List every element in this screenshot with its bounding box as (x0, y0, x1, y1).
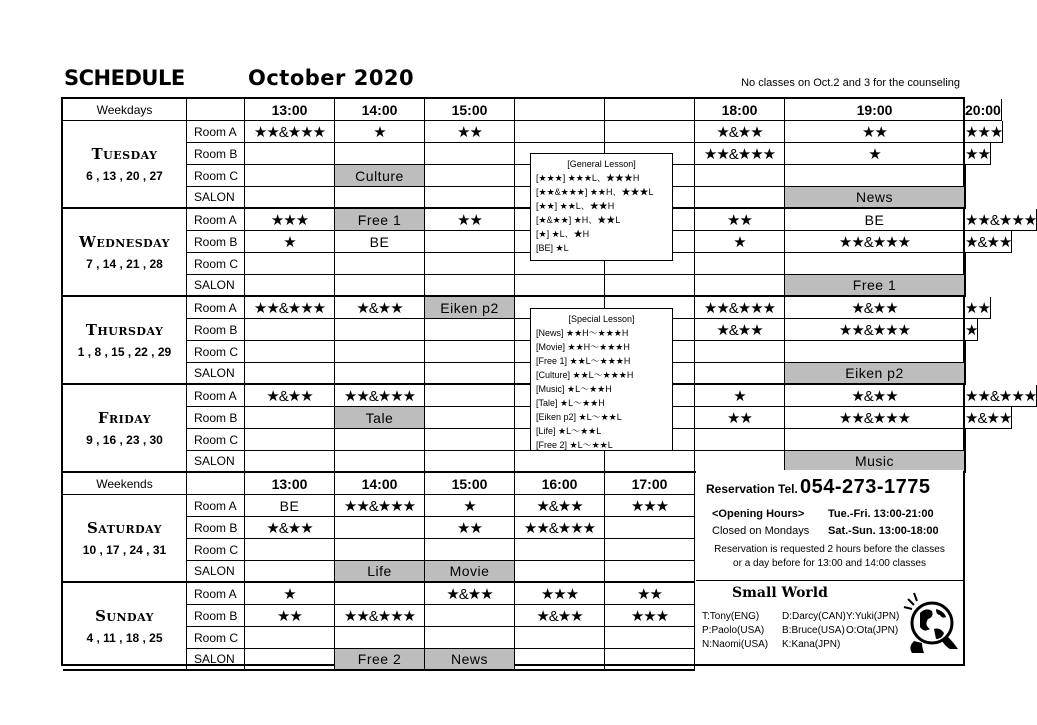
slot-cell[interactable]: ★★★ (605, 605, 695, 627)
slot-cell[interactable] (605, 561, 695, 583)
legend-line: [★★★] ★★★L、★★★H (536, 173, 640, 183)
page-title: SCHEDULE (64, 66, 185, 90)
general-lesson-legend (530, 153, 673, 261)
teacher-entry: K:Kana(JPN) (782, 639, 841, 650)
slot-cell[interactable]: BE (785, 209, 965, 231)
weekdays-room-header (187, 99, 245, 121)
special-lesson-legend (530, 308, 673, 451)
slot-cell[interactable]: ★ (425, 495, 515, 517)
room-label: Room A (187, 209, 245, 231)
time-header: 15:00 (425, 473, 515, 495)
special-lesson-title: [Special Lesson] (568, 314, 635, 324)
room-label: SALON (187, 451, 245, 473)
reservation-phone[interactable]: 054-273-1775 (800, 476, 931, 498)
slot-cell[interactable]: ★ (695, 231, 785, 253)
slot-cell[interactable]: Movie (425, 561, 515, 583)
slot-cell[interactable]: ★&★★ (695, 319, 785, 341)
slot-cell[interactable]: ★★ (425, 209, 515, 231)
day-cell (63, 583, 187, 671)
slot-cell[interactable]: ★★&★★★ (515, 517, 605, 539)
slot-cell[interactable]: ★★&★★★ (245, 297, 335, 319)
day-name: Sunday (95, 607, 154, 625)
time-header: 17:00 (605, 473, 695, 495)
slot-cell[interactable] (335, 517, 425, 539)
reservation-info (696, 470, 963, 580)
slot-cell[interactable] (335, 451, 425, 473)
room-label: Room C (187, 165, 245, 187)
slot-cell[interactable] (425, 275, 515, 297)
room-label: SALON (187, 649, 245, 671)
slot-cell[interactable]: News (785, 187, 965, 209)
slot-cell[interactable]: ★★&★★★ (785, 407, 965, 429)
teacher-entry: D:Darcy(CAN) (782, 611, 846, 622)
slot-cell[interactable]: ★★ (425, 121, 515, 143)
slot-cell[interactable]: Free 1 (335, 209, 425, 231)
slot-cell[interactable]: ★&★★ (965, 231, 1012, 253)
slot-cell[interactable] (965, 451, 966, 473)
time-header: 20:00 (965, 99, 1002, 121)
slot-cell[interactable]: Eiken p2 (785, 363, 965, 385)
slot-cell[interactable] (425, 627, 515, 649)
slot-cell[interactable] (425, 253, 515, 275)
room-label: SALON (187, 275, 245, 297)
legend-line: [★&★★] ★H、★★L (536, 215, 621, 225)
slot-cell[interactable] (965, 341, 966, 363)
slot-cell[interactable] (965, 253, 966, 275)
room-label: Room A (187, 385, 245, 407)
slot-cell[interactable]: ★★ (425, 517, 515, 539)
legend-line: [Free 2] ★L～★★L (536, 440, 613, 450)
slot-cell[interactable] (695, 165, 785, 187)
slot-cell[interactable]: Eiken p2 (425, 297, 515, 319)
day-dates: 7 , 14 , 21 , 28 (86, 257, 163, 271)
closed-note: Closed on Mondays (712, 525, 810, 537)
slot-cell[interactable]: Tale (335, 407, 425, 429)
slot-cell[interactable] (785, 341, 965, 363)
slot-cell[interactable] (515, 121, 605, 143)
slot-cell[interactable] (425, 319, 515, 341)
slot-cell[interactable]: ★★★ (605, 495, 695, 517)
globe-mascot-icon (902, 589, 960, 659)
legend-line: [★★&★★★] ★★H、★★★L (536, 187, 654, 197)
slot-cell[interactable] (425, 341, 515, 363)
day-dates: 4 , 11 , 18 , 25 (86, 631, 163, 645)
room-label: Room C (187, 341, 245, 363)
slot-cell[interactable] (335, 583, 425, 605)
month-title: October 2020 (248, 66, 415, 90)
legend-line: [Eiken p2] ★L～★★L (536, 412, 622, 422)
slot-cell[interactable] (335, 319, 425, 341)
weekend-hours: Sat.-Sun. 13:00-18:00 (828, 525, 939, 537)
room-label: SALON (187, 187, 245, 209)
slot-cell[interactable] (245, 363, 335, 385)
slot-cell[interactable]: ★★&★★★ (695, 297, 785, 319)
legend-line: [Life] ★L～★★L (536, 426, 602, 436)
day-dates: 6 , 13 , 20 , 27 (86, 169, 163, 183)
teacher-entry: Y:Yuki(JPN) (846, 611, 900, 622)
slot-cell[interactable] (425, 429, 515, 451)
slot-cell[interactable] (515, 451, 605, 473)
slot-cell[interactable]: ★&★★ (785, 385, 965, 407)
slot-cell[interactable] (245, 561, 335, 583)
slot-cell[interactable] (785, 165, 965, 187)
slot-cell[interactable]: Free 1 (785, 275, 965, 297)
slot-cell[interactable] (335, 253, 425, 275)
reservation-note-1: Reservation is requested 2 hours before the classes (714, 544, 945, 555)
day-name: Tuesday (91, 145, 158, 163)
room-label: SALON (187, 561, 245, 583)
slot-cell[interactable]: ★ (965, 319, 978, 341)
legend-line: [Culture] ★★L～★★★H (536, 370, 634, 380)
slot-cell[interactable] (785, 253, 965, 275)
legend-line: [★★] ★★L、★★H (536, 201, 615, 211)
general-lesson-title: [General Lesson] (567, 159, 636, 169)
slot-cell[interactable]: ★&★★ (695, 121, 785, 143)
teacher-entry: T:Tony(ENG) (702, 611, 760, 622)
slot-cell[interactable]: ★&★★ (425, 583, 515, 605)
time-header: 15:00 (425, 99, 515, 121)
legend-line: [Tale] ★L～★★H (536, 398, 605, 408)
legend-line: [Free 1] ★★L～★★★H (536, 356, 631, 366)
slot-cell[interactable]: ★★&★★★ (785, 231, 965, 253)
slot-cell[interactable] (335, 627, 425, 649)
room-label: Room B (187, 143, 245, 165)
room-label: Room A (187, 121, 245, 143)
legend-line: [BE] ★L (536, 243, 569, 253)
counseling-note: No classes on Oct.2 and 3 for the counseling (741, 77, 960, 89)
legend-line: [Music] ★L～★★H (536, 384, 612, 394)
slot-cell[interactable] (605, 539, 695, 561)
slot-cell[interactable] (425, 187, 515, 209)
slot-cell[interactable] (245, 539, 335, 561)
room-label: Room C (187, 429, 245, 451)
slot-cell[interactable] (605, 121, 695, 143)
slot-cell[interactable]: BE (335, 231, 425, 253)
day-name: Friday (97, 409, 152, 427)
time-header: 14:00 (335, 473, 425, 495)
room-label: Room B (187, 231, 245, 253)
slot-cell[interactable] (425, 231, 515, 253)
teacher-entry: O:Ota(JPN) (846, 625, 899, 636)
room-label: Room A (187, 583, 245, 605)
slot-cell[interactable]: ★&★★ (335, 297, 425, 319)
legend-line: [★] ★L、★H (536, 229, 590, 239)
day-name: Wednesday (78, 233, 171, 251)
room-label: Room C (187, 253, 245, 275)
legend-line: [Movie] ★★H～★★★H (536, 342, 630, 352)
slot-cell[interactable] (695, 187, 785, 209)
weekday-hours: Tue.-Fri. 13:00-21:00 (828, 508, 934, 520)
slot-cell[interactable] (515, 275, 605, 297)
slot-cell[interactable]: ★ (245, 231, 335, 253)
slot-cell[interactable]: News (425, 649, 515, 671)
time-header: 16:00 (515, 473, 605, 495)
slot-cell[interactable] (245, 407, 335, 429)
slot-cell[interactable] (245, 627, 335, 649)
teacher-entry: B:Bruce(USA) (782, 625, 845, 636)
slot-cell[interactable]: ★ (785, 143, 965, 165)
room-label: Room B (187, 407, 245, 429)
slot-cell[interactable] (425, 363, 515, 385)
slot-cell[interactable]: ★★★ (515, 583, 605, 605)
slot-cell[interactable]: ★★&★★★ (785, 319, 965, 341)
time-header: 13:00 (245, 99, 335, 121)
slot-cell[interactable]: ★★&★★★ (695, 143, 785, 165)
slot-cell[interactable] (245, 341, 335, 363)
slot-cell[interactable] (425, 539, 515, 561)
slot-cell[interactable] (335, 429, 425, 451)
slot-cell[interactable]: ★★ (245, 605, 335, 627)
time-header (605, 99, 695, 121)
room-label: Room C (187, 539, 245, 561)
weekdays-label: Weekdays (63, 99, 187, 121)
slot-cell[interactable] (695, 363, 785, 385)
slot-cell[interactable]: Music (785, 451, 965, 473)
slot-cell[interactable] (605, 517, 695, 539)
slot-cell[interactable] (965, 363, 966, 385)
slot-cell[interactable] (515, 627, 605, 649)
slot-cell[interactable] (965, 187, 966, 209)
day-cell (63, 495, 187, 583)
slot-cell[interactable]: ★★&★★★ (965, 209, 1037, 231)
weekends-room-header (187, 473, 245, 495)
slot-cell[interactable] (425, 605, 515, 627)
reservation-label: Reservation Tel. (706, 482, 798, 496)
slot-cell[interactable]: ★★ (965, 297, 991, 319)
slot-cell[interactable] (425, 165, 515, 187)
slot-cell[interactable]: ★&★★ (245, 385, 335, 407)
slot-cell[interactable] (425, 143, 515, 165)
room-label: Room B (187, 517, 245, 539)
slot-cell[interactable] (245, 165, 335, 187)
slot-cell[interactable] (605, 627, 695, 649)
day-name: Saturday (86, 519, 163, 537)
legend-line: [News] ★★H～★★★H (536, 328, 629, 338)
slot-cell[interactable] (245, 253, 335, 275)
slot-cell[interactable]: ★&★★ (785, 297, 965, 319)
day-dates: 1 , 8 , 15 , 22 , 29 (77, 345, 172, 359)
weekends-label: Weekends (63, 473, 187, 495)
slot-cell[interactable] (605, 451, 695, 473)
school-name: Small World (732, 585, 828, 601)
time-header: 19:00 (785, 99, 965, 121)
slot-cell[interactable] (335, 143, 425, 165)
slot-cell[interactable]: ★★&★★★ (335, 385, 425, 407)
slot-cell[interactable]: ★ (695, 385, 785, 407)
slot-cell[interactable]: ★★★ (245, 209, 335, 231)
day-dates: 9 , 16 , 23 , 30 (86, 433, 163, 447)
slot-cell[interactable] (335, 275, 425, 297)
opening-hours-label: <Opening Hours> (712, 508, 805, 520)
slot-cell[interactable]: ★ (245, 583, 335, 605)
room-label: Room A (187, 297, 245, 319)
day-cell (63, 209, 187, 297)
slot-cell[interactable] (695, 275, 785, 297)
slot-cell[interactable]: ★★ (785, 121, 965, 143)
slot-cell[interactable] (335, 363, 425, 385)
slot-cell[interactable] (245, 649, 335, 671)
slot-cell[interactable] (965, 165, 966, 187)
slot-cell[interactable] (695, 253, 785, 275)
slot-cell[interactable]: BE (245, 495, 335, 517)
time-header: 18:00 (695, 99, 785, 121)
slot-cell[interactable] (785, 429, 965, 451)
slot-cell[interactable]: ★&★★ (245, 517, 335, 539)
slot-cell[interactable] (335, 539, 425, 561)
slot-cell[interactable] (695, 341, 785, 363)
slot-cell[interactable] (245, 319, 335, 341)
day-cell (63, 385, 187, 473)
slot-cell[interactable] (515, 649, 605, 671)
slot-cell[interactable] (335, 187, 425, 209)
slot-cell[interactable]: ★ (335, 121, 425, 143)
teacher-entry: N:Naomi(USA) (702, 639, 769, 650)
slot-cell[interactable]: ★&★★ (965, 407, 1012, 429)
time-header: 14:00 (335, 99, 425, 121)
slot-cell[interactable] (425, 451, 515, 473)
slot-cell[interactable]: ★★ (965, 143, 991, 165)
day-cell (63, 297, 187, 385)
time-header (515, 99, 605, 121)
room-label: Room B (187, 605, 245, 627)
day-name: Thursday (85, 321, 164, 339)
slot-cell[interactable] (965, 429, 966, 451)
slot-cell[interactable]: Culture (335, 165, 425, 187)
slot-cell[interactable]: ★&★★ (515, 605, 605, 627)
slot-cell[interactable]: ★★ (695, 209, 785, 231)
time-header: 13:00 (245, 473, 335, 495)
slot-cell[interactable] (245, 429, 335, 451)
reservation-note-2: or a day before for 13:00 and 14:00 classes (733, 558, 926, 569)
room-label: Room C (187, 627, 245, 649)
slot-cell[interactable] (245, 187, 335, 209)
slot-cell[interactable] (335, 341, 425, 363)
slot-cell[interactable] (245, 143, 335, 165)
slot-cell[interactable] (965, 275, 966, 297)
slot-cell[interactable] (245, 451, 335, 473)
slot-cell[interactable]: ★★&★★★ (965, 385, 1037, 407)
slot-cell[interactable]: ★★ (695, 407, 785, 429)
school-info (696, 580, 963, 664)
slot-cell[interactable] (515, 561, 605, 583)
slot-cell[interactable]: ★★&★★★ (335, 495, 425, 517)
day-cell (63, 121, 187, 209)
slot-cell[interactable]: ★★&★★★ (245, 121, 335, 143)
room-label: SALON (187, 363, 245, 385)
slot-cell[interactable]: Life (335, 561, 425, 583)
slot-cell[interactable] (245, 275, 335, 297)
slot-cell[interactable] (515, 539, 605, 561)
teacher-entry: P:Paolo(USA) (702, 625, 765, 636)
slot-cell[interactable] (425, 407, 515, 429)
room-label: Room B (187, 319, 245, 341)
slot-cell[interactable]: ★★★ (965, 121, 1003, 143)
day-dates: 10 , 17 , 24 , 31 (82, 543, 167, 557)
slot-cell[interactable]: ★★&★★★ (335, 605, 425, 627)
slot-cell[interactable]: ★&★★ (515, 495, 605, 517)
slot-cell[interactable] (695, 429, 785, 451)
slot-cell[interactable] (425, 385, 515, 407)
slot-cell[interactable] (605, 649, 695, 671)
slot-cell[interactable] (605, 275, 695, 297)
slot-cell[interactable]: ★★ (605, 583, 695, 605)
room-label: Room A (187, 495, 245, 517)
slot-cell[interactable]: Free 2 (335, 649, 425, 671)
